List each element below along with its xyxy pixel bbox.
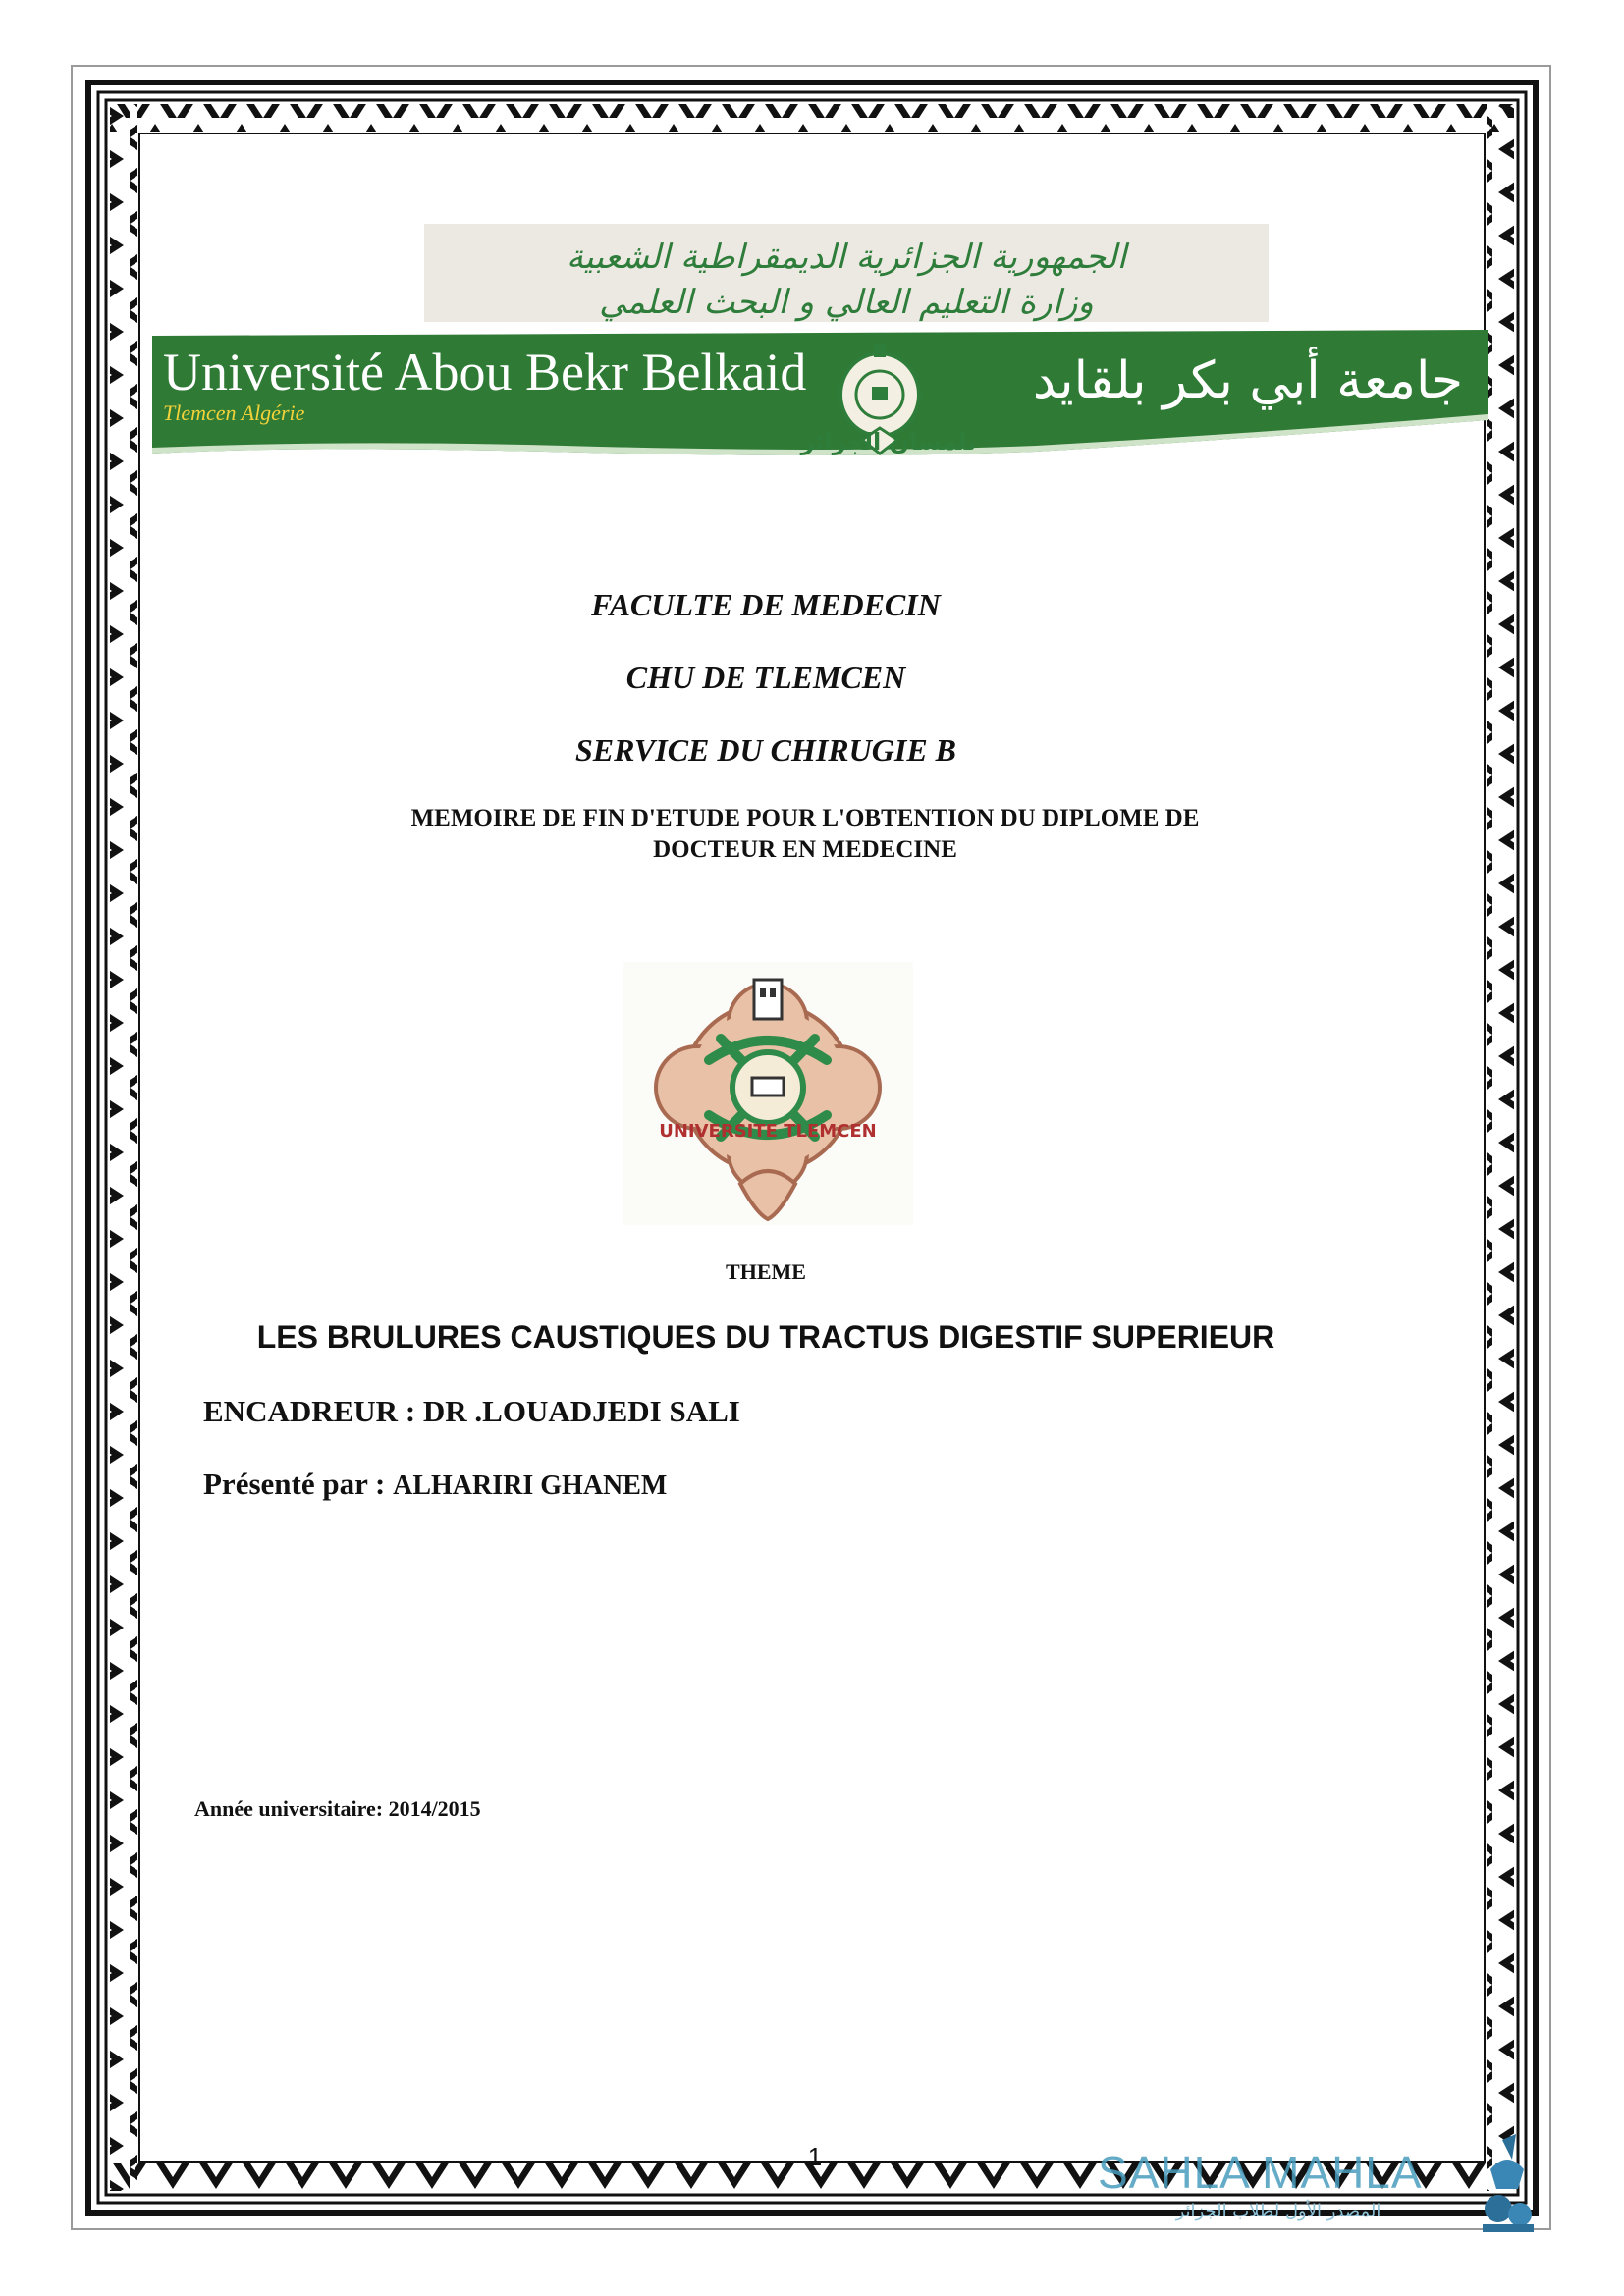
university-emblem-logo: [623, 962, 913, 1225]
theme-title: LES BRULURES CAUSTIQUES DU TRACTUS DIGESTIF SUPERIEUR: [256, 1319, 1275, 1355]
page-number: 1: [807, 2142, 823, 2171]
chu-title: CHU DE TLEMCEN: [625, 660, 906, 695]
republic-name-arabic: الجمهورية الجزائرية الديمقراطية الشعبية: [566, 238, 1127, 277]
memoire-subtitle: [353, 803, 1257, 866]
emblem-text: UNIVERSITE TLEMCEN: [659, 1121, 877, 1142]
university-name-french: Université Abou Bekr Belkaid: [163, 343, 807, 401]
academic-year: Année universitaire: 2014/2015: [194, 1796, 481, 1821]
presented-by-line: [203, 1467, 667, 1502]
presented-by-label: Présenté par :: [203, 1467, 394, 1501]
university-location: Tlemcen Algérie: [163, 400, 305, 425]
student-name: ALHARIRI GHANEM: [393, 1470, 668, 1501]
university-name-arabic: جامعة أبي بكر بلقايد: [1032, 351, 1463, 410]
ministry-name-arabic: وزارة التعليم العالي و البحث العلمي: [599, 283, 1094, 322]
supervisor-line: ENCADREUR : DR .LOUADJEDI SALI: [203, 1394, 740, 1428]
theme-label: THEME: [726, 1259, 806, 1284]
ministry-arabic-header: [424, 224, 1269, 322]
city-name-arabic: تلمسان الجزائر: [800, 428, 977, 455]
watermark-subtitle: المصدر الأول لطلاب الجزائر: [1175, 2201, 1381, 2221]
memoire-line-1: MEMOIRE DE FIN D'ETUDE POUR L'OBTENTION DU DIPLOME DE: [410, 805, 1200, 831]
faculty-title: FACULTE DE MEDECIN: [591, 587, 941, 622]
service-title: SERVICE DU CHIRUGIE B: [575, 732, 956, 768]
watermark-name: SAHLA MAHLA: [1098, 2147, 1423, 2198]
memoire-line-2: DOCTEUR EN MEDECINE: [653, 836, 957, 863]
watermark-logo-icon: [1473, 2130, 1542, 2238]
